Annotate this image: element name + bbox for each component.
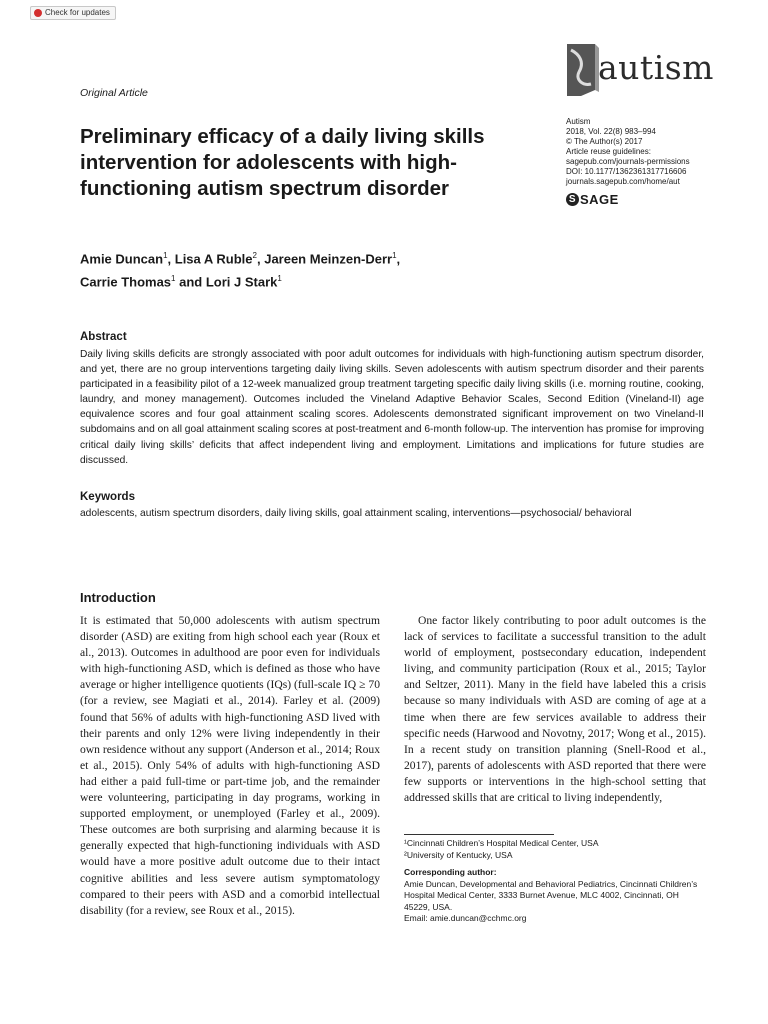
corresponding-author-heading: Corresponding author:	[404, 867, 497, 877]
publisher-logo	[566, 192, 619, 207]
body-column-right	[404, 613, 706, 806]
journal-link[interactable]: journals.sagepub.com/home/aut	[566, 177, 680, 186]
footnote-divider	[404, 834, 554, 835]
abstract-text: Daily living skills deficits are strongly associated with poor adult outcomes for individuals with high-functioning autism spectrum disorder, and yet, there are no group interventions targeting daily living skills. Seven adolescents with autism spectrum disorder and their parents participated in a feasibility pilot of a 12-week manualized group treatment targeting specific daily living skills (i.e. morning routine, cooking, laundry, and money management). Outcomes included the Vineland Adaptive Behavior Scales, Second Edition (Vineland-II) age equivalence scores and four goal attainment scaling scores. Adolescents demonstrated significant improvement on two Vineland-II subdomains and on all goal attainment scaling scores at post-treatment and 6-month follow-up. The intervention has promise for improving critical daily living skills’ deficits that affect independent living and employment. Limitations and implications for future studies are discussed.	[80, 349, 704, 466]
publisher-name: SAGE	[580, 192, 619, 207]
article-type: Original Article	[80, 87, 148, 99]
author: , Jareen Meinzen-Derr	[256, 251, 393, 267]
check-for-updates-badge[interactable]	[30, 6, 116, 20]
author: Amie Duncan	[80, 251, 164, 267]
journal-logo-text: autism	[598, 48, 714, 87]
introduction-heading: Introduction	[80, 590, 156, 605]
copyright: © The Author(s) 2017	[566, 137, 643, 146]
update-icon	[34, 9, 42, 17]
body-column-left	[80, 613, 380, 919]
badge-label: Check for updates	[45, 8, 110, 17]
keywords-text: adolescents, autism spectrum disorders, daily living skills, goal attainment scaling, interventions—psychosocial/ behavioral	[80, 508, 632, 519]
permissions-link[interactable]: sagepub.com/journals-permissions	[566, 157, 690, 166]
author: , Lisa A Ruble	[167, 251, 253, 267]
keywords-heading: Keywords	[80, 491, 135, 503]
footnotes	[404, 838, 704, 925]
corresponding-author-email[interactable]: Email: amie.duncan@cchmc.org	[404, 913, 527, 923]
publication-info	[566, 117, 690, 187]
affiliation: ²University of Kentucky, USA	[404, 849, 513, 860]
affiliation: ¹Cincinnati Children’s Hospital Medical Center, USA	[404, 838, 599, 848]
corresponding-author-address: Amie Duncan, Developmental and Behavioral Pediatrics, Cincinnati Children’s Hospital Medical Center, 3333 Burnet Avenue, MLC 4002, Cincinnati, OH 45229, USA.	[404, 878, 698, 912]
author-list: Amie Duncan$^1$, Lisa A Ruble$^2$, Jareen Meinzen-Derr$^1$, Carrie Thomas$^1$ and Lori J Stark$^1$	[80, 251, 401, 290]
author: Carrie Thomas	[80, 274, 172, 290]
journal-name: Autism	[566, 117, 591, 126]
sage-icon: S	[566, 193, 579, 206]
volume-info: 2018, Vol. 22(8) 983–994	[566, 127, 656, 136]
abstract-heading: Abstract	[80, 331, 127, 343]
author: and Lori J Stark	[175, 274, 278, 290]
paragraph: One factor likely contributing to poor adult outcomes is the lack of services to facilitate a successful transition to the adult world of employment, postsecondary education, independent living, and community participation (Roux et al., 2015; Taylor and Seltzer, 2011). Many in the field have labeled this a crisis because so many individuals with ASD are coming of age at a time when there are few services available to address their specific needs (Harwood and Novotny, 2017; Wong et al., 2015). In a recent study on transition planning (Snell-Rood et al., 2017), parents of adolescents with ASD reported that there were few supports or interventions in the high-school setting that addressed skills that are critical to living independently,	[404, 614, 706, 805]
reuse-label: Article reuse guidelines:	[566, 147, 651, 156]
paragraph: It is estimated that 50,000 adolescents with autism spectrum disorder (ASD) are exiting from high school each year (Roux et al., 2013). Outcomes in adulthood are poor even for individuals with high-functioning ASD, which is defined as those who have average or higher intelligence quotients (IQs) (full-scale IQ ≥ 70 (for a review, see Magiati et al., 2014). Farley et al. (2009) found that 56% of adults with high-functioning ASD lived with their parents and only 12% were living independently in their own residence without any support (Anderson et al., 2014; Roux et al., 2015). Only 54% of adults with high-functioning ASD had either a paid full-time or part-time job, and the remainder were volunteering, participating in day programs, working in supported employment, or unemployed (Farley et al., 2009). These outcomes are both surprising and alarming because it is generally expected that high-functioning individuals with ASD would have a more positive adult outcome due to their intact cognitive abilities and less severe autism symptomatology compared to their peers with ASD and a comorbid intellectual disability (for a review, see Roux et al., 2015).	[80, 614, 380, 917]
doi[interactable]: DOI: 10.1177/1362361317716606	[566, 167, 687, 176]
article-title: Preliminary efficacy of a daily living skills intervention for adolescents with high-functioning autism spectrum disorder	[80, 125, 485, 200]
